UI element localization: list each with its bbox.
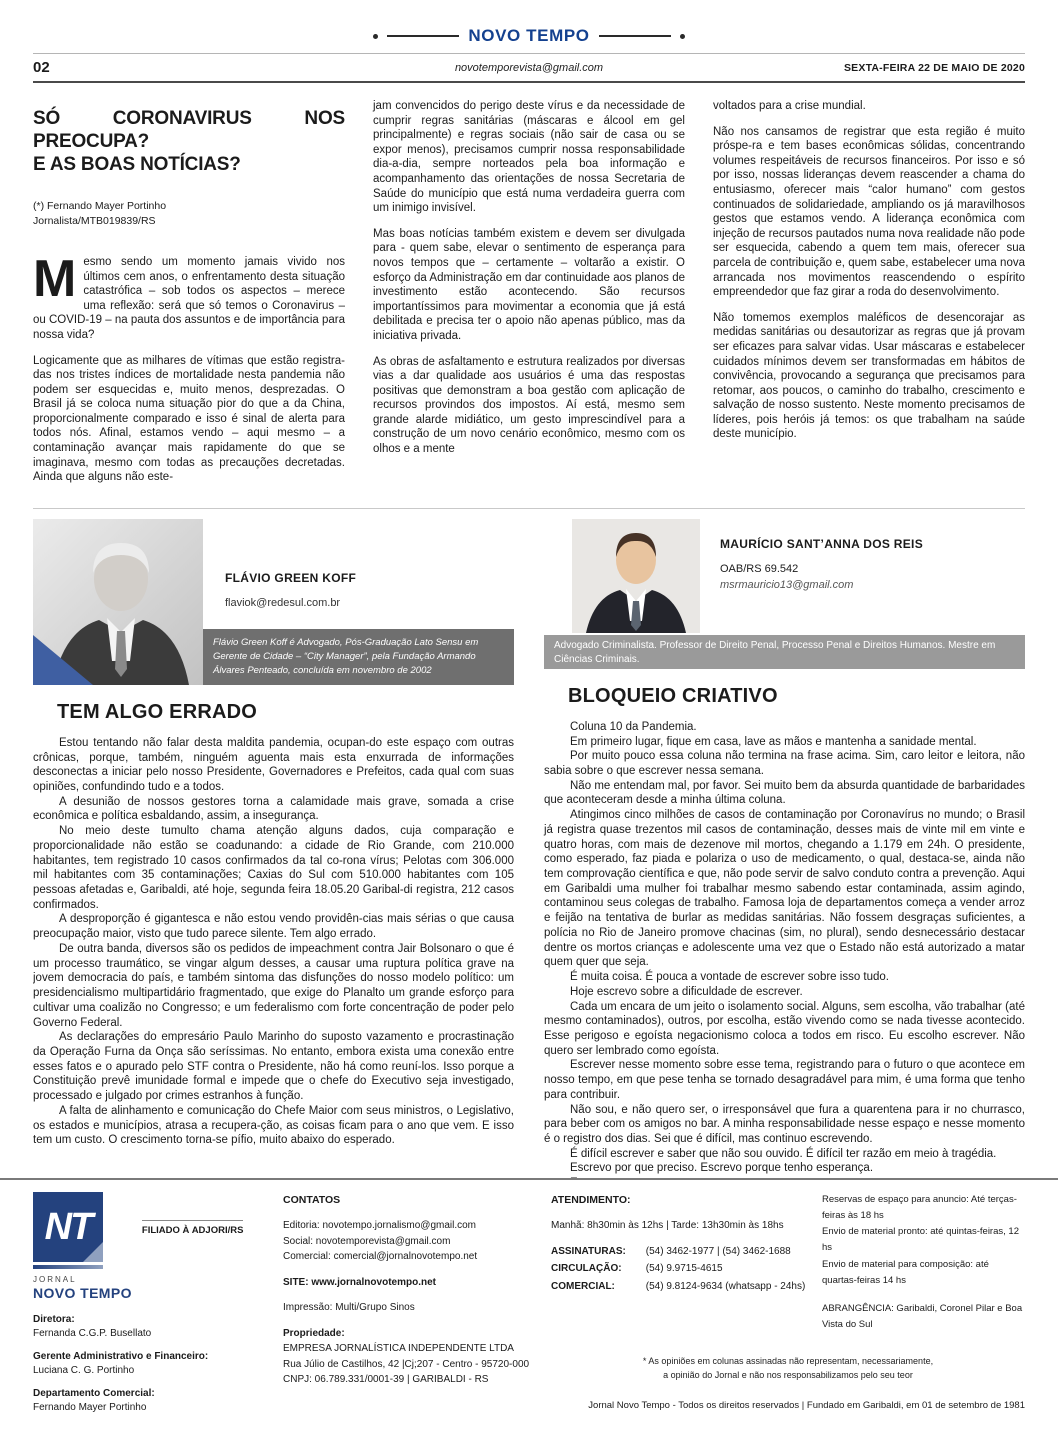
paragraph: Atingimos cinco milhões de casos de contaminação por Coronavírus no mundo; o Brasil já registra quase trezentos mil casos de contaminação, desses mais de vinte mil em vinte e quatro horas, com mais de dezenove mil mortos, chegando a 1.179 em 24h. O presidente, como esperado, faz piada e polariza o uso de medicamento, o qual, destaca-se, ainda não tem comprovação científica e que, não pode servir de salvo conduto contra a prevenção. Aqui em Garibaldi uma mulher foi trabalhar mesmo sabendo estar contaminada, assim agindo, contaminou seus colegas de trabalho. Famosa loja de departamentos começa a vender arroz e feijão na tentativa de burlar as medidas sanitárias. Não fossem desgraças suficientes, a polícia no Rio de Janeiro promove chacinas (sim, no plural), sendo desnecessário destacar dentre os mortos crianças e adolescente uma vez que o Estado não está autorizado a matar quem quer que seja. (544, 809, 1025, 969)
ownership-line: Rua Júlio de Castilhos, 42 |Cj;207 - Centro - 95720-000 (283, 1358, 530, 1370)
contact-line: Comercial: comercial@jornalnovotempo.net (283, 1251, 478, 1263)
paragraph: Coluna 10 da Pandemia. (570, 720, 697, 733)
staff-name: Fernanda C.G.P. Busellato (33, 1328, 152, 1339)
staff-name: Fernando Mayer Portinho (33, 1402, 147, 1413)
columnist-bio-caption: Flávio Green Koff é Advogado, Pós-Graduação Lato Sensu em Gerente de Cidade – “City Manager”, pela Fundação Armando Álvares Penteado, concluída em novembro de 2002 (203, 629, 514, 685)
paragraph: Cada um encara de um jeito o isolamento social. Alguns, sem escolha, vão trabalhar (até mesmo contaminados), outros, por escolha, estão vivendo como se nada tivesse acontecido. Esse perigoso e egoísta negacionismo coloca a todos em risco. Eu escolho escrever. Não quero ser lembrado como egoísta. (544, 1000, 1025, 1057)
columnist-left (33, 519, 514, 1224)
masthead-dot-right-icon (680, 34, 685, 39)
columnists-section (33, 508, 1025, 1224)
paragraph: Em primeiro lugar, fique em casa, lave as mãos e mantenha a sanidade mental. (570, 735, 977, 748)
article-title (33, 107, 345, 177)
footer-columns (33, 1192, 1025, 1424)
paragraph: É difícil escrever e saber que não sou ouvido. É difícil ter razão em meio à tragédia. (570, 1147, 997, 1160)
page-header (33, 0, 1025, 83)
page-footer (0, 1178, 1058, 1443)
columnist-right-meta (720, 537, 923, 591)
paragraph (33, 249, 345, 343)
columnist-right-photo (572, 519, 700, 633)
staff-role: Gerente Administrativo e Financeiro: (33, 1351, 209, 1362)
header-rule-bottom (33, 81, 1025, 83)
paragraph: No meio deste tumulto chama atenção alguns dados, cuja comparação e proporcionalidade não estão se coadunando: a cidade de Rio Grande, com 210.000 habitantes, tem registrado 10 casos confirmados da tal co-rona vírus; Pelotas com 306.000 mil habitantes com 35 contaminações; Caxias do Sul com 510.000 habitantes com 105 pessoas afetadas e, Garibaldi, até hoje, segunda feira 18.05.20 Garibal-di registra, 212 casos confirmados. (33, 825, 514, 911)
ownership-label: Propriedade: (283, 1327, 345, 1339)
paragraph-text: esmo sendo um momento jamais vivido nos últimos cem anos, o enfrentamento desta situação catastrófica – sob todos os aspectos – merece uma reflexão: será que só temos o Coronavirus – ou COVID-19 – na pauta dos assuntos e de importância para nossa vida? (33, 255, 345, 341)
logo-underline (33, 1265, 103, 1269)
opinions-disclaimer (551, 1355, 1025, 1382)
columnist-article-title: TEM ALGO ERRADO (57, 700, 258, 723)
paragraph: As obras de asfaltamento e estrutura realizados por diversas vias a dar qualidade aos usuários é uma das respostas positivas que demonstram a boa gestão com aplicação de recursos provindos dos impostos. Aí está, mesmo sem grande alarde midiático, um gesto imprescindível para a construção de um novo cenário econômico, mesmo com os olhos e a mente (373, 355, 685, 456)
coverage-line: ABRANGÊNCIA: Garibaldi, Coronel Pilar e Boa Vista do Sul (822, 1302, 1023, 1330)
columnist-name: FLÁVIO GREEN KOFF (225, 570, 357, 585)
masthead-rule-left (387, 35, 459, 37)
phone-row (551, 1261, 806, 1277)
columnist-right (544, 519, 1025, 1224)
masthead (33, 0, 1025, 46)
phone-row (551, 1244, 806, 1260)
paragraph: Não tomemos exemplos maléficos de desencorajar as medidas sanitárias ou desautorizar as regras que já provam ser eficazes para salvar vidas. Usar máscaras e estabelecer cuidados mínimos devem ser transformadas em hábitos de convivência, provocando a segurança que precisamos para retomar, aos poucos, o caminho do trabalho, crescimento e salvação de nosso sustento. Neste momento precisamos de líderes, pois heróis já temos: os que trabalham na saúde deste município. (713, 311, 1025, 441)
paragraph: A falta de alinhamento e comunicação do Chefe Maior com seus ministros, o Legislativo, os estados e municípios, atrasa a recupera-ção, as coisas ficam para o ano que vem. E isso tem um custo. O crescimento torna-se pífio, muito abaixo do esperado. (33, 1104, 514, 1147)
masthead-rule-right (599, 35, 671, 37)
main-article-col-1 (33, 99, 345, 496)
phone-label: COMERCIAL: (551, 1280, 615, 1292)
phone-label: CIRCULAÇÃO: (551, 1263, 622, 1275)
paragraph: De outra banda, diversos são os pedidos de impeachment contra Jair Bolsonaro o que é um processo traumático, se vingar algum desses, a causar uma ruptura política grave na jovem democracia do país, e também sintoma das disfunções do nosso modelo político: um presidencialismo multipartidário fragmentado, que exige do Planalto um grande esforço para cultivar uma coalizão no Congresso; e um federalismo com forte concentração de poder pelo Governo Federal. (33, 942, 514, 1029)
edition-date: SEXTA-FEIRA 22 DE MAIO DE 2020 (843, 61, 1025, 74)
footer-brand-block (33, 1192, 265, 1424)
staff-role: Departamento Comercial: (33, 1388, 155, 1399)
phone-row (551, 1279, 806, 1295)
contact-line: Editoria: novotempo.jornalismo@gmail.com (283, 1220, 477, 1232)
copyright-line: Jornal Novo Tempo - Todos os direitos reservados | Fundado em Garibaldi, em 01 de setembro de 1981 (588, 1400, 1025, 1412)
ownership-line: EMPRESA JORNALÍSTICA INDEPENDENTE LTDA (283, 1343, 514, 1355)
paragraph: jam convencidos do perigo deste vírus e da necessidade de cumprir regras sanitárias (máscaras e álcool em gel principalmente) e regras sociais (não sair de casa ou se expor menos), precisamos cumprir nossa responsabilidade dia-a-dia, sempre norteados pela boa informação e acompanhamento das orientações de nossa Secretaria de Saúde do município que está numa verdadeira guerra com um inimigo invisível. (373, 100, 685, 215)
print-line: Impressão: Multi/Grupo Sinos (283, 1302, 415, 1314)
article-title-line-1: SÓ CORONAVIRUS NOS PREOCUPA? (33, 108, 345, 153)
footer-service-block (551, 1192, 806, 1333)
columnist-left-header (33, 519, 514, 685)
columnist-name: MAURÍCIO SANT’ANNA DOS REIS (720, 536, 923, 551)
footer-right-block (551, 1192, 1025, 1424)
deadline-line: Envio de material para composição: até quartas-feiras 14 hs (822, 1258, 989, 1286)
phone-value: (54) 9.8124-9634 (whatsapp - 24hs) (645, 1280, 806, 1292)
columnist-article-title: BLOQUEIO CRIATIVO (568, 684, 778, 707)
disclaimer-line-2: a opinião do Jornal e não nos responsabilizamos pelo seu teor (663, 1369, 913, 1380)
columnist-left-meta (225, 571, 356, 609)
staff-entry (33, 1313, 265, 1341)
paragraph: É muita coisa. É pouca a vontade de escrever sobre isso tudo. (570, 971, 889, 984)
page-number: 02 (33, 59, 50, 76)
paragraph: Por muito pouco essa coluna não termina na frase acima. Sim, caro leitor e leitora, não sabia sobre o que escrever nessa semana. (544, 750, 1025, 778)
paragraph: As declarações do empresário Paulo Marinho do suposto vazamento e procrastinação da Operação Furna da Onça são seríssimas. No entanto, embora exista uma conexão entre esses fatos e o apurado pelo STF contra o Presidente, não há como reuní-los. Isso porque a Constituição prevê imunidade formal e impede que o chefe do Executivo seja investigado, processado e julgado por crimes estranhos à função. (33, 1031, 514, 1103)
byline-role: Jornalista/MTB019839/RS (33, 214, 156, 227)
logo-corner-accent (83, 1242, 103, 1262)
columnist-oab: OAB/RS 69.542 (720, 562, 799, 575)
paragraph: Escrevo por que preciso. Escrevo porque tenho esperança. (570, 1162, 874, 1175)
article-title-line-2: E AS BOAS NOTÍCIAS? (33, 154, 241, 176)
columnist-article-body (544, 720, 1025, 1191)
person-portrait-icon (33, 519, 203, 685)
ownership-line: CNPJ: 06.789.331/0001-39 | GARIBALDI - RS (283, 1374, 489, 1386)
deadline-line: Reservas de espaço para anuncio: Até terças-feiras às 18 hs (822, 1194, 1017, 1222)
columnist-right-header (544, 519, 1025, 669)
byline-name: (*) Fernando Mayer Portinho (33, 199, 167, 212)
paragraph: A desproporção é gigantesca e não estou vendo providên-cias mais sérias o que causa preocupação maior, visto que tudo parece silente. Tem algo errado. (33, 913, 514, 941)
paragraph: Não me entendam mal, por favor. Sei muito bem da absurda quantidade de barbaridades que aconteceram desde a minha última coluna. (544, 779, 1025, 807)
phone-value: (54) 9.9715-4615 (645, 1263, 723, 1275)
phone-label: ASSINATURAS: (551, 1245, 626, 1257)
disclaimer-line-1: * As opiniões em colunas assinadas não representam, necessariamente, (642, 1356, 934, 1367)
staff-list (33, 1313, 265, 1415)
deadline-line: Envio de material pronto: até quintas-feiras, 12 hs (822, 1226, 1019, 1254)
paragraph: Não nos cansamos de registrar que esta região é muito próspe-ra e tem bases econômicas sólidas, concentrando volumes respeitáveis de recursos financeiros. Por isso e só por isso, nossas lideranças devem reascender a chama do entusiasmo, oferecer mais “calor humano” com gestos continuados de solidariedade, ampliando os já maravilhosos gestos que estamos vendo. A liderança econômica com injeção de recursos pautados numa nova realidade não pode ser esquecida, cabendo a quem tem mais, oferecer sua parcela de contribuição e, quem sabe, estabelecer uma nova arrancada nos movimentos reascendendo o espírito empreendedor que faz girar a roda do desenvolvimento. (713, 125, 1025, 299)
logo-monogram: NT (44, 1205, 92, 1248)
masthead-title: NOVO TEMPO (468, 26, 590, 45)
columnist-left-photo (33, 519, 203, 685)
novo-tempo-logo (33, 1192, 103, 1262)
logo-name: NOVO TEMPO (33, 1285, 132, 1301)
paragraph: Estou tentando não falar desta maldita pandemia, ocupan-do este espaço com outras crônicas, porque, também, ninguém aguenta mais esta enxurrada de informações desconectas a iniciar pelo nosso Presidente, Governadores e Prefeitos, cada qual com suas opiniões, confundindo tudo e a todos. (33, 736, 514, 794)
paragraph: Não sou, e não quero ser, o irresponsável que fura a quarentena para ir no churrasco, para beber com os amigos no bar. A minha responsabilidade nesse espaço e nesse momento é o registro dos dias. Sei que é difícil, mas continuo escrevendo. (544, 1103, 1025, 1145)
phone-value: (54) 3462-1977 | (54) 3462-1688 (645, 1245, 791, 1257)
paragraph: voltados para a crise mundial. (713, 100, 866, 112)
staff-entry (33, 1387, 265, 1415)
paragraph: Hoje escrevo sobre a dificuldade de escrever. (570, 985, 803, 998)
service-hours: Manhã: 8h30min às 12hs | Tarde: 13h30min às 18hs (551, 1220, 784, 1232)
affiliation-label: FILIADO À ADJORI/RS (142, 1220, 244, 1236)
staff-entry (33, 1350, 265, 1378)
columnist-email: msrmauricio13@gmail.com (720, 578, 854, 591)
site-line: SITE: www.jornalnovotempo.net (283, 1276, 436, 1288)
logo-jornal-label: JORNAL (33, 1275, 77, 1284)
footer-contacts-block (283, 1192, 533, 1424)
masthead-email: novotemporevista@gmail.com (454, 61, 604, 74)
footer-deadlines-block (822, 1192, 1025, 1333)
main-article (33, 99, 1025, 496)
columnist-email: flaviok@redesul.com.br (225, 596, 341, 609)
paragraph: A desunião de nossos gestores torna a calamidade mais grave, somada a crise econômica e política esbaldando, assim, a insegurança. (33, 795, 514, 823)
person-portrait-icon (572, 519, 700, 633)
columnist-bio-caption: Advogado Criminalista. Professor de Direito Penal, Processo Penal e Direitos Humanos. Mestre em Ciências Criminais. (544, 635, 1025, 669)
main-article-col-3 (713, 99, 1025, 496)
contact-line: Social: novotemporevista@gmail.com (283, 1235, 451, 1247)
columnist-article-body (33, 736, 514, 1148)
paragraph: Escrever nesse momento sobre esse tema, registrando para o futuro o que acontece em nosso tempo, em que pese tenha se tornado desagradável para mim, é uma forma que tenho para contribuir. (544, 1059, 1025, 1101)
paragraph: Logicamente que as milhares de vítimas que estão registra-das nos tristes índices de mortalidade nesta pandemia não podem ser esquecidas e, muito menos, desprezadas. O Brasil já se coloca numa situação pior do que a da China, proporcionalmente comparado e isso é sinal de alerta para todos nós. Afinal, estamos vendo – aqui mesmo – a contaminação avançar mais rapidamente do que se imaginava, mesmo com todas as precauções decretadas. Ainda que alguns não este- (33, 354, 345, 484)
service-heading: ATENDIMENTO: (551, 1194, 631, 1206)
header-info-row (33, 54, 1025, 81)
staff-name: Luciana C. G. Portinho (33, 1365, 135, 1376)
masthead-dot-left-icon (373, 34, 378, 39)
byline (33, 199, 345, 229)
main-article-col-2 (373, 99, 685, 496)
paragraph: Mas boas notícias também existem e devem ser divulgada para - quem sabe, elevar o sentimento de esperança para novos tempos que – certamente – voltarão a existir. O esforço da Administração em dar continuidade aos planos de investimento estão acontecendo. São recursos importantíssimos para movimentar a economia que já está debilitada e precisa ter o apoio não apenas público, mas da iniciativa privada. (373, 227, 685, 342)
staff-role: Diretora: (33, 1314, 75, 1325)
contacts-heading: CONTATOS (283, 1194, 341, 1206)
drop-cap: M (33, 249, 77, 308)
